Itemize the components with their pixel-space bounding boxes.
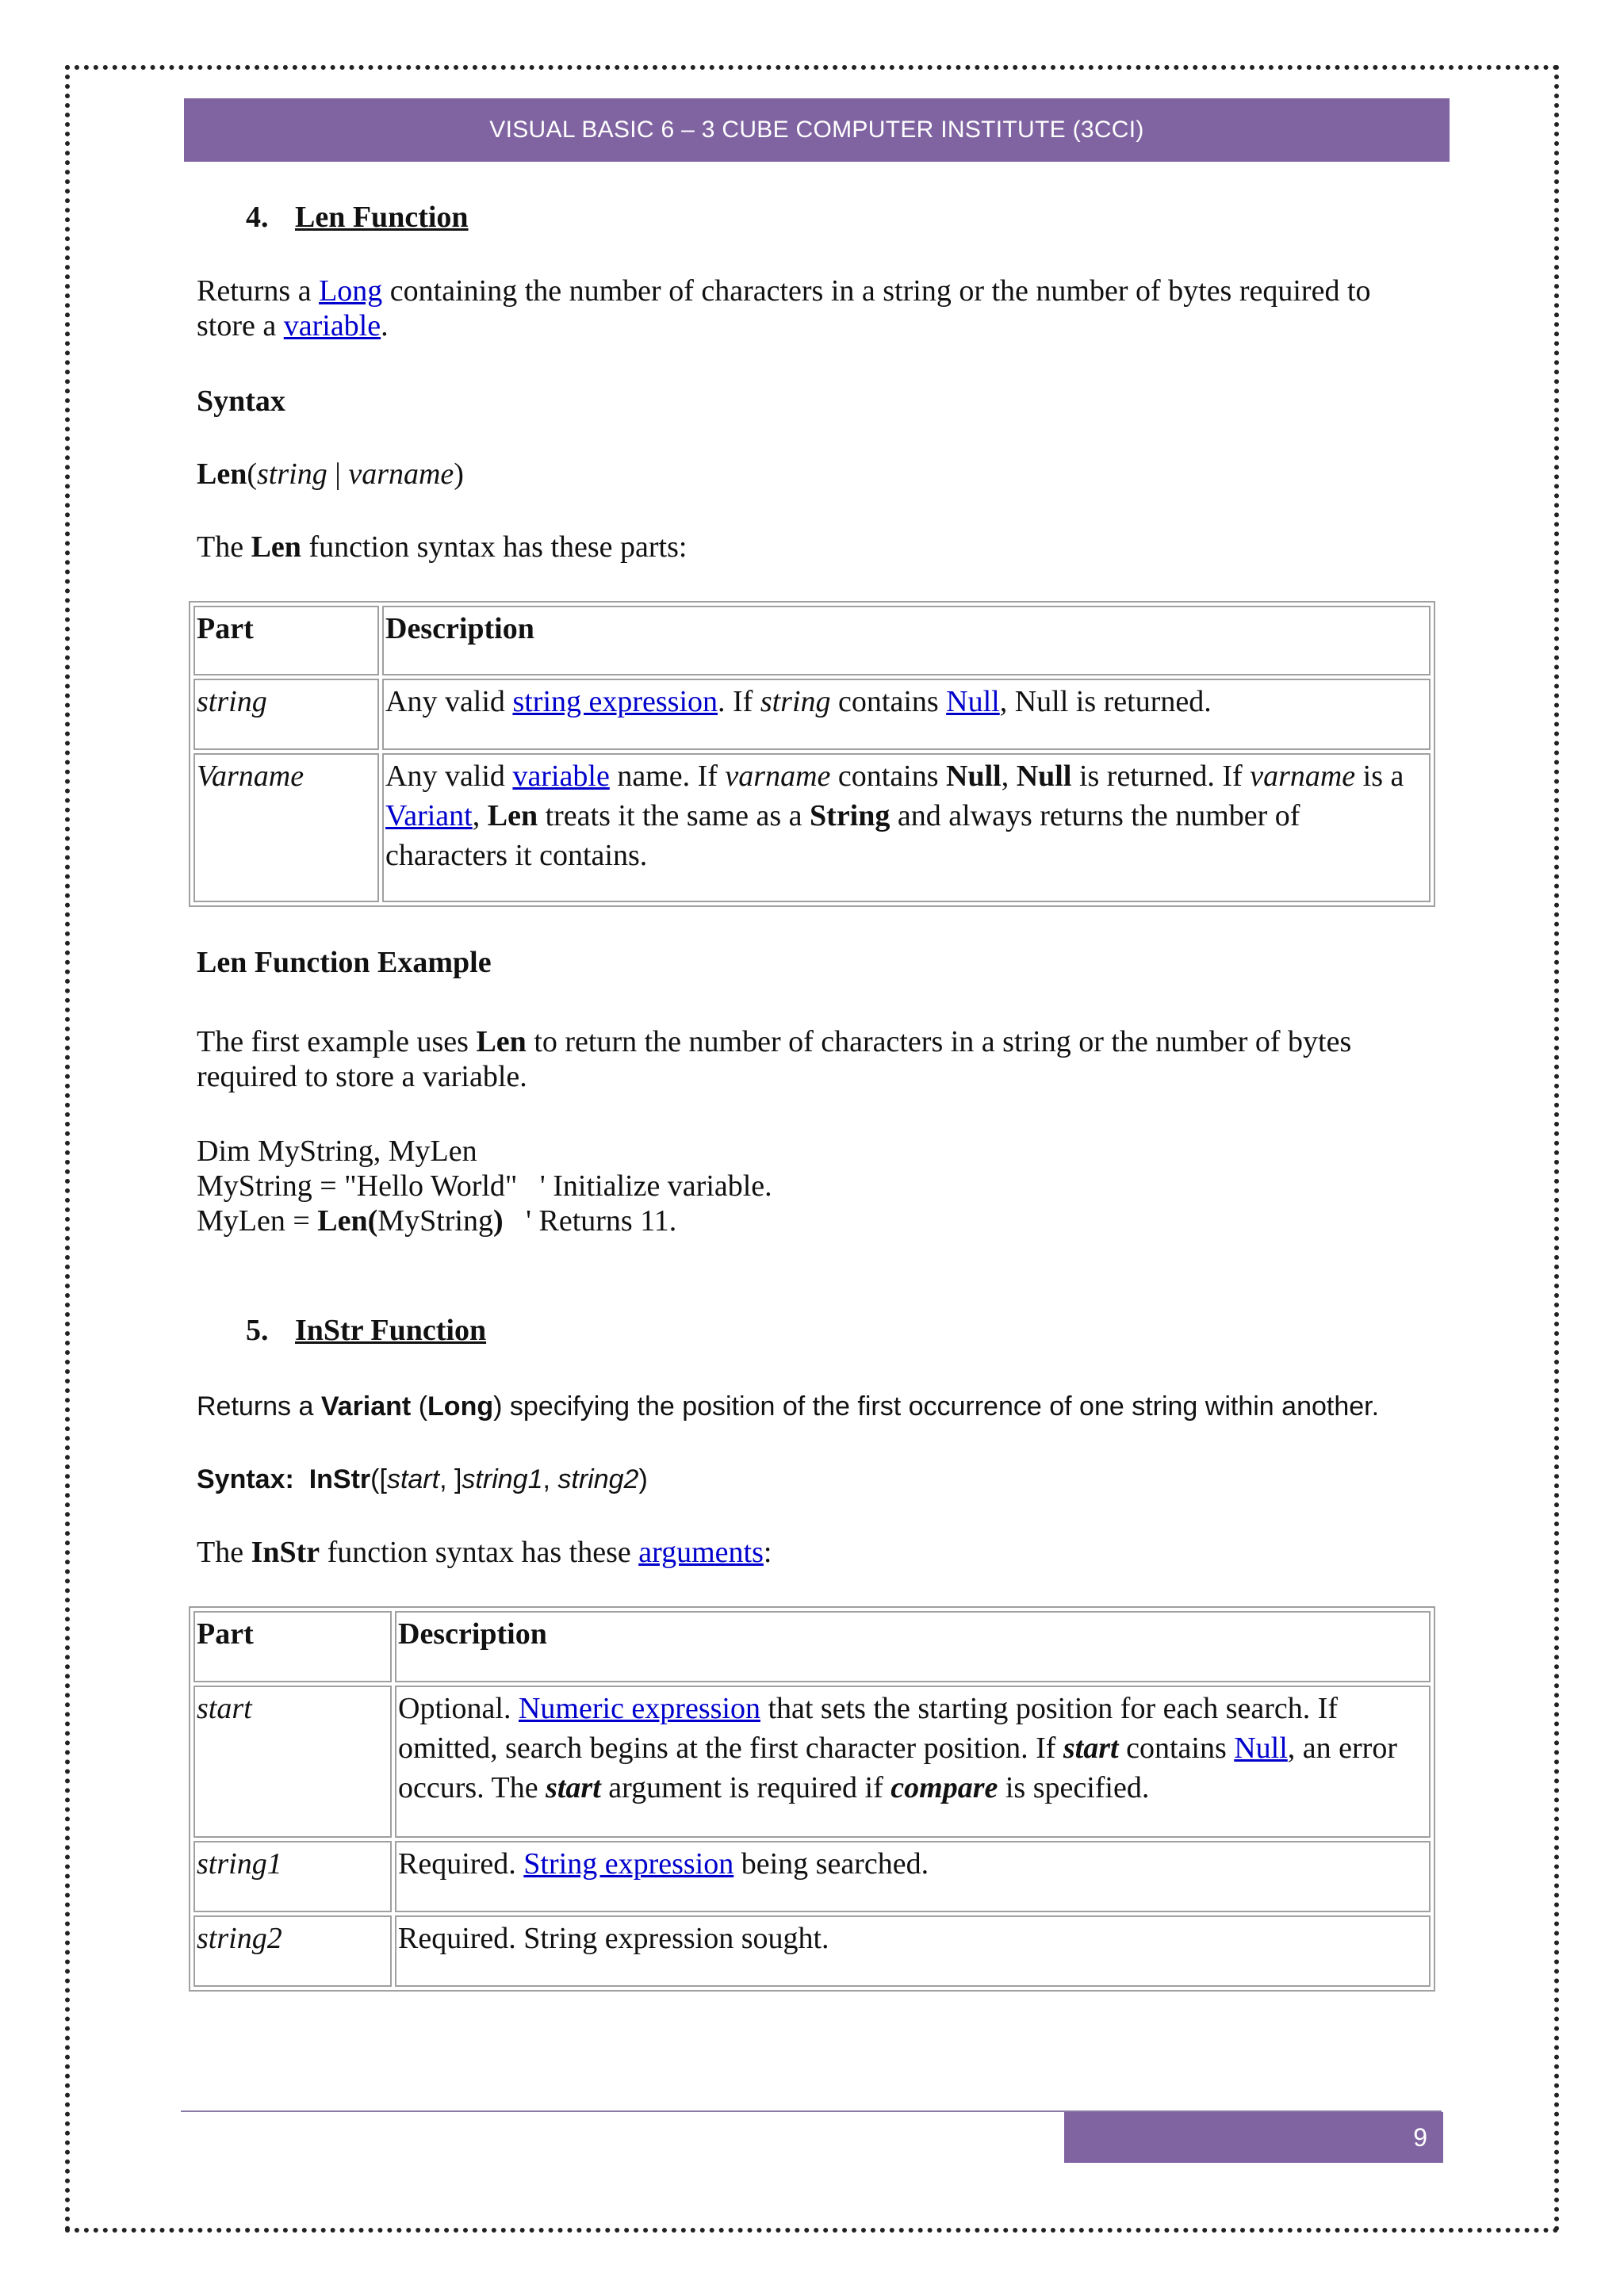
len-code-block	[197, 1134, 772, 1238]
variable-link[interactable]: variable	[283, 309, 381, 342]
col-description: Description	[398, 1617, 547, 1651]
col-description: Description	[385, 612, 534, 645]
page-number: 9	[1413, 2122, 1427, 2152]
table-header-row	[193, 606, 1431, 675]
variable-link[interactable]: variable	[512, 760, 610, 793]
len-example-title: Len Function Example	[197, 946, 492, 979]
instr-heading-number: 5.	[246, 1314, 269, 1347]
len-heading-number: 4.	[246, 201, 269, 234]
table-row: string Any valid string expression. If string contains Null, Null is returned.	[193, 679, 1431, 750]
long-link[interactable]: Long	[319, 274, 383, 308]
instr-parts-table	[189, 1606, 1435, 1992]
table-header-row	[193, 1611, 1431, 1682]
len-heading-title: Len Function	[295, 201, 469, 234]
instr-heading	[246, 1313, 486, 1348]
null-link[interactable]: Null	[946, 685, 1000, 718]
table-row: string2 Required. String expression sought.	[193, 1915, 1431, 1987]
page-header	[184, 98, 1450, 162]
table-row: start Optional. Numeric expression that sets the starting position for each search. If omitted, search begins at the first character position. If start contains Null, an error occurs. The start argument is required if compare is specified.	[193, 1686, 1431, 1838]
len-syntax: Len(string | varname)	[197, 457, 464, 491]
len-parts-table	[189, 601, 1435, 907]
string-expression-link[interactable]: string expression	[512, 685, 718, 718]
len-syntax-label: Syntax	[197, 385, 285, 418]
col-part: Part	[197, 612, 254, 645]
code-line: MyLen = Len(MyString) ' Returns 11.	[197, 1204, 677, 1238]
variant-link[interactable]: Variant	[385, 799, 473, 832]
instr-heading-title: InStr Function	[295, 1314, 487, 1347]
len-parts-text: The Len function syntax has these parts:	[197, 530, 688, 564]
instr-args-text: The InStr function syntax has these arguments:	[197, 1536, 772, 1569]
string-expression-link[interactable]: String expression	[523, 1847, 734, 1881]
len-intro: Returns a Long containing the number of characters in a string or the number of bytes required to store a variable.	[197, 274, 1371, 342]
header-title: VISUAL BASIC 6 – 3 CUBE COMPUTER INSTITUTE (3CCI)	[489, 117, 1144, 143]
instr-intro: Returns a Variant (Long) specifying the position of the first occurrence of one string within another.	[197, 1391, 1380, 1422]
page-number-box	[1064, 2112, 1443, 2163]
col-part: Part	[197, 1617, 254, 1651]
arguments-link[interactable]: arguments	[638, 1536, 764, 1569]
instr-syntax: Syntax: InStr([start, ]string1, string2)	[197, 1464, 648, 1494]
code-line: Dim MyString, MyLen	[197, 1135, 477, 1168]
table-row: Varname Any valid variable name. If varname contains Null, Null is returned. If varname is a Variant, Len treats it the same as a String and always returns the number of characters it contains.	[193, 753, 1431, 902]
len-heading	[246, 200, 469, 235]
numeric-expression-link[interactable]: Numeric expression	[518, 1692, 760, 1725]
table-row: string1 Required. String expression being searched.	[193, 1841, 1431, 1912]
len-example-text: The first example uses Len to return the number of characters in a string or the number of bytes required to store a variable.	[197, 1025, 1352, 1093]
code-line: MyString = "Hello World" ' Initialize variable.	[197, 1169, 772, 1203]
null-link[interactable]: Null	[1234, 1732, 1288, 1765]
